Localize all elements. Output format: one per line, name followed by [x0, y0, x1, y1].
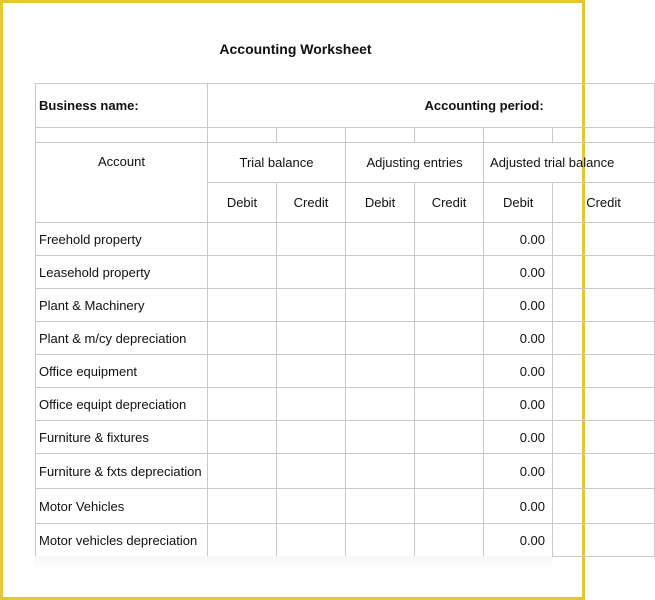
account-name: Leasehold property: [36, 256, 208, 289]
table-row: [36, 388, 655, 421]
account-name: Furniture & fxts depreciation: [36, 454, 208, 489]
adjusted-credit-header: Credit: [553, 183, 655, 223]
cell[interactable]: [277, 322, 346, 355]
cell[interactable]: [553, 454, 655, 489]
account-name: Office equipment: [36, 355, 208, 388]
cell[interactable]: [277, 355, 346, 388]
cell[interactable]: [415, 489, 484, 524]
worksheet-table: [35, 83, 655, 557]
cell[interactable]: [277, 223, 346, 256]
cell[interactable]: [277, 256, 346, 289]
business-info-row: [36, 84, 655, 128]
cell[interactable]: [208, 489, 277, 524]
business-name-label: Business name:: [36, 84, 208, 128]
cell[interactable]: [553, 421, 655, 454]
cell[interactable]: [415, 322, 484, 355]
cell[interactable]: [415, 454, 484, 489]
table-row: [36, 489, 655, 524]
cell[interactable]: [415, 289, 484, 322]
account-name: Office equipt depreciation: [36, 388, 208, 421]
adjusted-debit-value[interactable]: 0.00: [484, 289, 553, 322]
adjusting-credit-header: Credit: [415, 183, 484, 223]
cell[interactable]: [553, 524, 655, 557]
cell[interactable]: [277, 489, 346, 524]
cell[interactable]: [415, 256, 484, 289]
cell[interactable]: [415, 421, 484, 454]
cell[interactable]: [415, 223, 484, 256]
cell[interactable]: [277, 289, 346, 322]
table-row: [36, 289, 655, 322]
bottom-fade: [35, 556, 552, 570]
adjusted-debit-value[interactable]: 0.00: [484, 322, 553, 355]
adjusted-debit-value[interactable]: 0.00: [484, 223, 553, 256]
adjusted-debit-value[interactable]: 0.00: [484, 355, 553, 388]
cell[interactable]: [208, 355, 277, 388]
table-row: [36, 355, 655, 388]
cell[interactable]: [415, 524, 484, 557]
adjusted-trial-header: Adjusted trial balance: [484, 143, 655, 183]
cell[interactable]: [415, 355, 484, 388]
trial-debit-header: Debit: [208, 183, 277, 223]
header-row: [36, 143, 655, 183]
cell[interactable]: [553, 256, 655, 289]
cell[interactable]: [277, 388, 346, 421]
adjusted-debit-value[interactable]: 0.00: [484, 454, 553, 489]
trial-balance-header: Trial balance: [208, 143, 346, 183]
cell[interactable]: [208, 289, 277, 322]
cell[interactable]: [346, 454, 415, 489]
table-row: [36, 421, 655, 454]
table-row: [36, 223, 655, 256]
cell[interactable]: [346, 489, 415, 524]
cell[interactable]: [277, 524, 346, 557]
cell[interactable]: [208, 388, 277, 421]
cell[interactable]: [208, 322, 277, 355]
cell[interactable]: [553, 388, 655, 421]
accounting-period-label: Accounting period:: [415, 84, 655, 128]
account-name: Motor vehicles depreciation: [36, 524, 208, 557]
adjusted-debit-value[interactable]: 0.00: [484, 524, 553, 557]
cell[interactable]: [208, 421, 277, 454]
adjusting-entries-header: Adjusting entries: [346, 143, 484, 183]
cell[interactable]: [208, 256, 277, 289]
worksheet-viewport: [35, 83, 621, 558]
account-name: Motor Vehicles: [36, 489, 208, 524]
account-name: Freehold property: [36, 223, 208, 256]
table-row: [36, 322, 655, 355]
table-row: [36, 256, 655, 289]
account-header: Account: [36, 143, 208, 223]
account-name: Plant & m/cy depreciation: [36, 322, 208, 355]
adjusted-debit-header: Debit: [484, 183, 553, 223]
account-name: Plant & Machinery: [36, 289, 208, 322]
cell[interactable]: [346, 355, 415, 388]
cell[interactable]: [553, 289, 655, 322]
cell[interactable]: [553, 355, 655, 388]
account-name: Furniture & fixtures: [36, 421, 208, 454]
trial-credit-header: Credit: [277, 183, 346, 223]
cell[interactable]: [208, 223, 277, 256]
adjusting-debit-header: Debit: [346, 183, 415, 223]
table-row: [36, 454, 655, 489]
cell[interactable]: [346, 322, 415, 355]
cell[interactable]: [553, 489, 655, 524]
cell[interactable]: [346, 421, 415, 454]
spacer-row: [36, 128, 655, 143]
cell[interactable]: [553, 322, 655, 355]
cell[interactable]: [208, 524, 277, 557]
adjusted-debit-value[interactable]: 0.00: [484, 388, 553, 421]
cell[interactable]: [346, 223, 415, 256]
adjusted-debit-value[interactable]: 0.00: [484, 489, 553, 524]
cell[interactable]: [346, 388, 415, 421]
adjusted-debit-value[interactable]: 0.00: [484, 421, 553, 454]
cell[interactable]: [277, 421, 346, 454]
cell[interactable]: [346, 524, 415, 557]
cell[interactable]: [277, 454, 346, 489]
page-title: Accounting Worksheet: [219, 41, 372, 57]
cell[interactable]: [208, 454, 277, 489]
cell[interactable]: [553, 223, 655, 256]
table-row: [36, 524, 655, 557]
cell[interactable]: [415, 388, 484, 421]
cell[interactable]: [346, 256, 415, 289]
cell[interactable]: [346, 289, 415, 322]
adjusted-debit-value[interactable]: 0.00: [484, 256, 553, 289]
business-name-field[interactable]: [208, 84, 415, 128]
